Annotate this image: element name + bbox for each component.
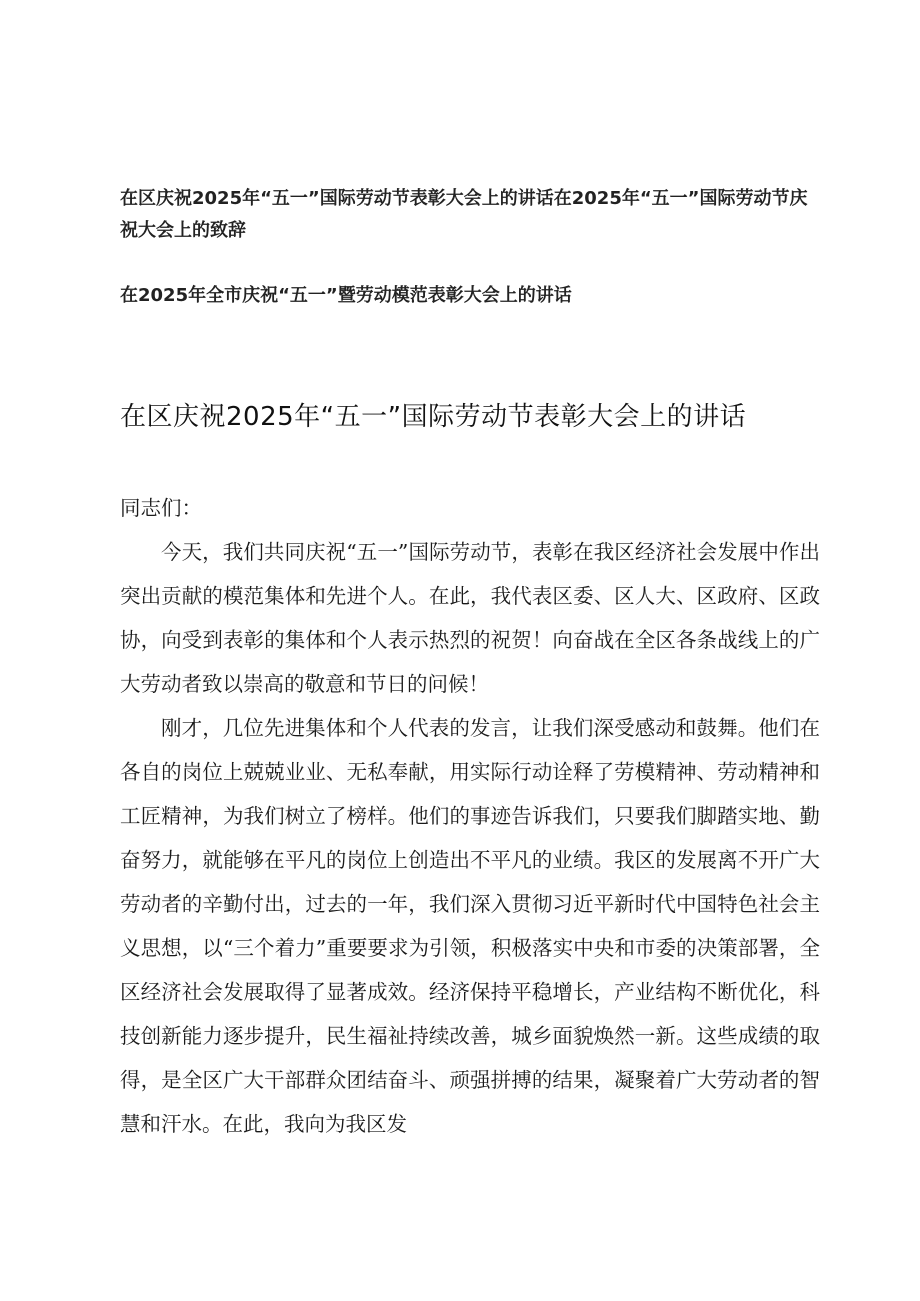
document-title: 在区庆祝2025年“五一”国际劳动节表彰大会上的讲话 [120,402,747,432]
paragraph-2: 刚才，几位先进集体和个人代表的发言，让我们深受感动和鼓舞。他们在各自的岗位上兢兢业业、无私奉献，用实际行动诠释了劳模精神、劳动精神和工匠精神，为我们树立了榜样。他们的事迹告诉我们，只要我们脚踏实地、勤奋努力，就能够在平凡的岗位上创造出不平凡的业绩。我区的发展离不开广大劳动者的辛勤付出，过去的一年，我们深入贯彻习近平新时代中国特色社会主义思想，以“三个着力”重要要求为引领，积极落实中央和市委的决策部署，全区经济社会发展取得了显著成效。经济保持平稳增长，产业结构不断优化，科技创新能力逐步提升，民生福祉持续改善，城乡面貌焕然一新。这些成绩的取得，是全区广大干部群众团结奋斗、顽强拼搏的结果，凝聚着广大劳动者的智慧和汗水。在此，我向为我区发 [120,716,820,1136]
toc-entry-1: 在区庆祝2025年“五一”国际劳动节表彰大会上的讲话在2025年“五一”国际劳动节庆祝大会上的致辞 [120,188,808,241]
toc-entry-2: 在2025年全市庆祝“五一”暨劳动模范表彰大会上的讲话 [120,285,572,306]
table-of-contents [120,183,820,312]
salutation: 同志们： [120,496,202,520]
paragraph-1: 今天，我们共同庆祝“五一”国际劳动节，表彰在我区经济社会发展中作出突出贡献的模范集体和先进个人。在此，我代表区委、区人大、区政府、区政协，向受到表彰的集体和个人表示热烈的祝贺！向奋战在全区各条战线上的广大劳动者致以崇高的敬意和节日的问候！ [120,540,820,696]
document-body [120,486,820,1146]
